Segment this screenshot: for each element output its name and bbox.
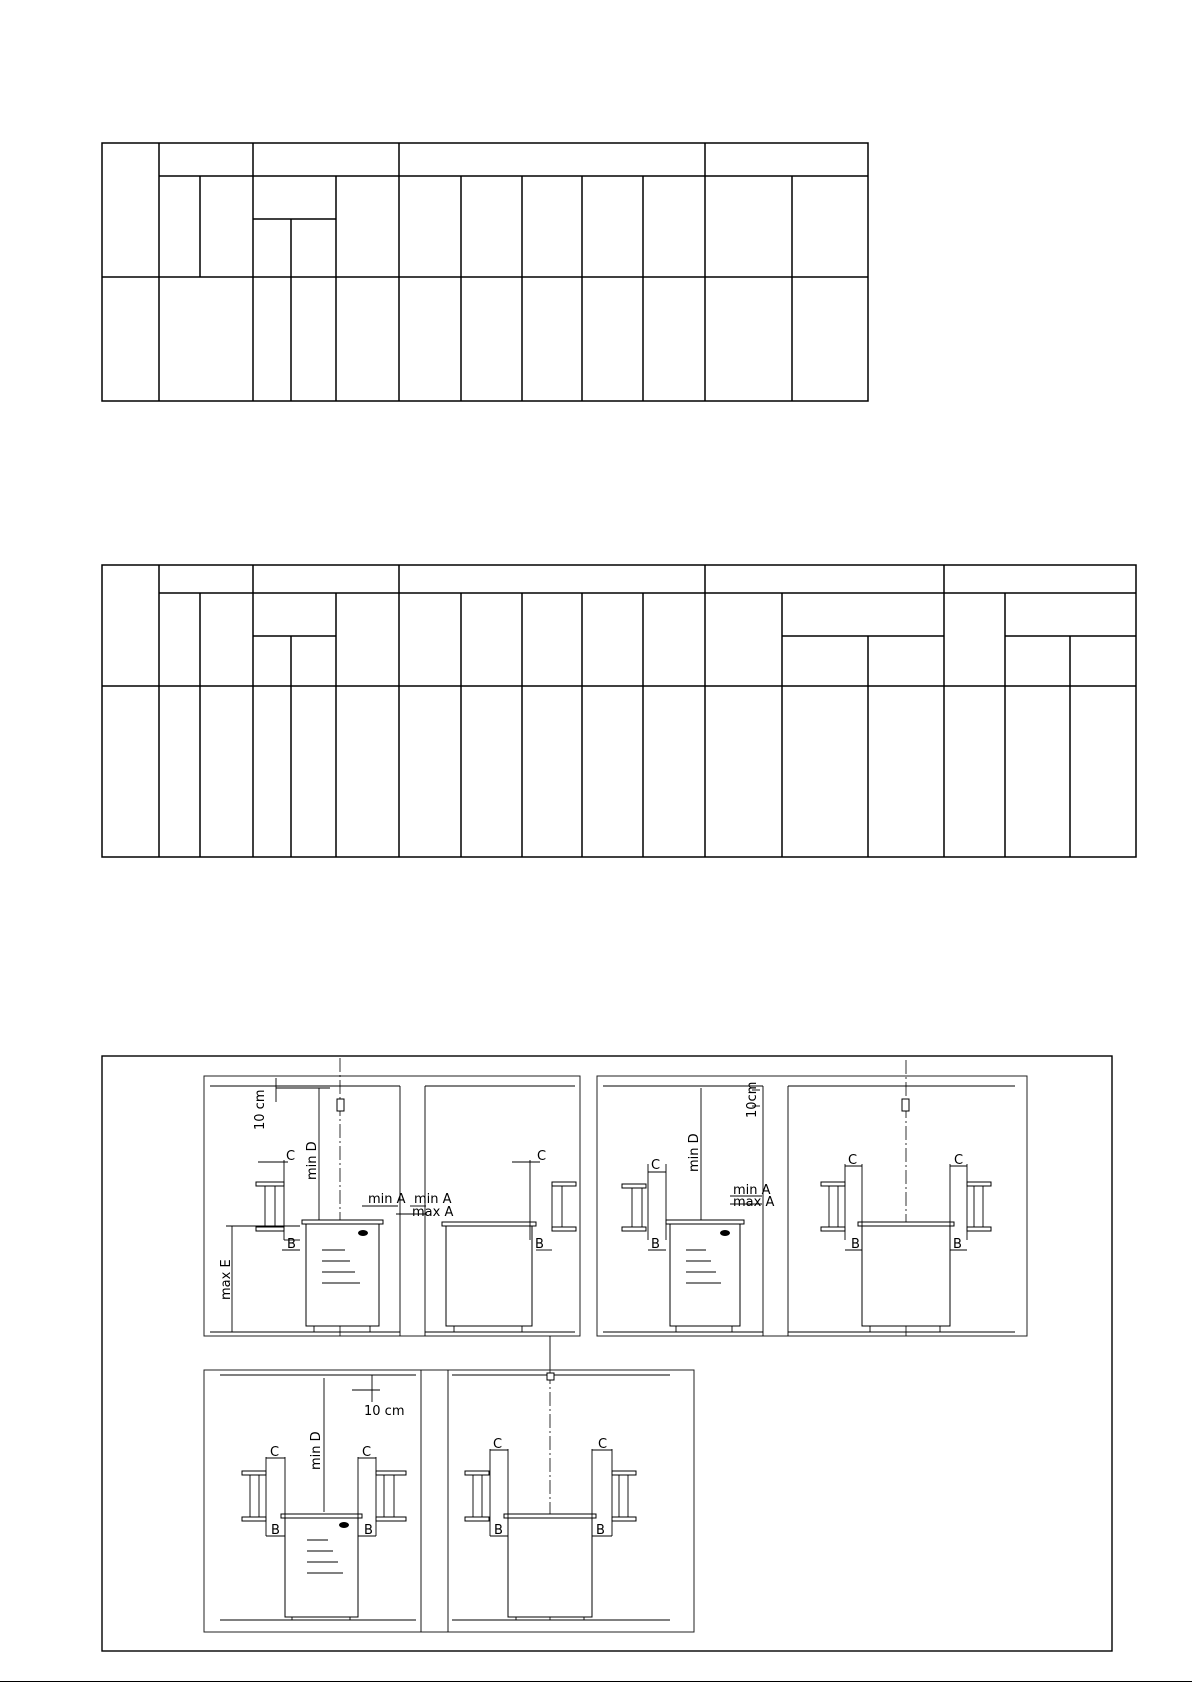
heater-side-1 xyxy=(306,1223,379,1326)
svg-text:min D: min D xyxy=(309,1431,324,1470)
heater-front-2 xyxy=(862,1226,950,1326)
svg-text:C: C xyxy=(493,1437,503,1452)
heater-front-1 xyxy=(446,1226,532,1326)
svg-text:B: B xyxy=(287,1237,296,1252)
svg-text:B: B xyxy=(494,1523,503,1538)
svg-text:min D: min D xyxy=(305,1141,320,1180)
svg-text:min A: min A xyxy=(368,1192,406,1207)
svg-text:C: C xyxy=(270,1445,280,1460)
svg-text:C: C xyxy=(848,1153,858,1168)
svg-text:C: C xyxy=(362,1445,372,1460)
svg-text:max A: max A xyxy=(412,1205,454,1220)
svg-text:B: B xyxy=(953,1237,962,1252)
svg-text:B: B xyxy=(364,1523,373,1538)
svg-text:max E: max E xyxy=(219,1259,234,1300)
panel-corner-installation xyxy=(597,1060,1027,1336)
panel-recessed-installation xyxy=(204,1370,694,1632)
svg-text:10 cm: 10 cm xyxy=(253,1089,268,1130)
svg-text:min A: min A xyxy=(733,1183,771,1198)
svg-text:10 cm: 10 cm xyxy=(364,1404,405,1419)
svg-text:C: C xyxy=(537,1149,547,1164)
svg-text:C: C xyxy=(598,1437,608,1452)
panel-wall-installation xyxy=(204,1058,580,1336)
svg-text:C: C xyxy=(651,1158,661,1173)
svg-text:C: C xyxy=(286,1149,296,1164)
svg-text:B: B xyxy=(651,1237,660,1252)
heater-side-3 xyxy=(285,1517,358,1617)
heater-side-2 xyxy=(670,1223,740,1326)
heater-front-3 xyxy=(508,1517,592,1617)
svg-text:10cm: 10cm xyxy=(745,1081,760,1118)
svg-text:C: C xyxy=(954,1153,964,1168)
svg-text:B: B xyxy=(851,1237,860,1252)
svg-text:B: B xyxy=(596,1523,605,1538)
page-bottom-rule xyxy=(0,1681,1192,1682)
figure-frame xyxy=(102,1056,1112,1651)
svg-text:min D: min D xyxy=(687,1133,702,1172)
svg-text:max A: max A xyxy=(733,1195,775,1210)
svg-text:min A: min A xyxy=(414,1192,452,1207)
svg-text:B: B xyxy=(535,1237,544,1252)
svg-text:B: B xyxy=(271,1523,280,1538)
